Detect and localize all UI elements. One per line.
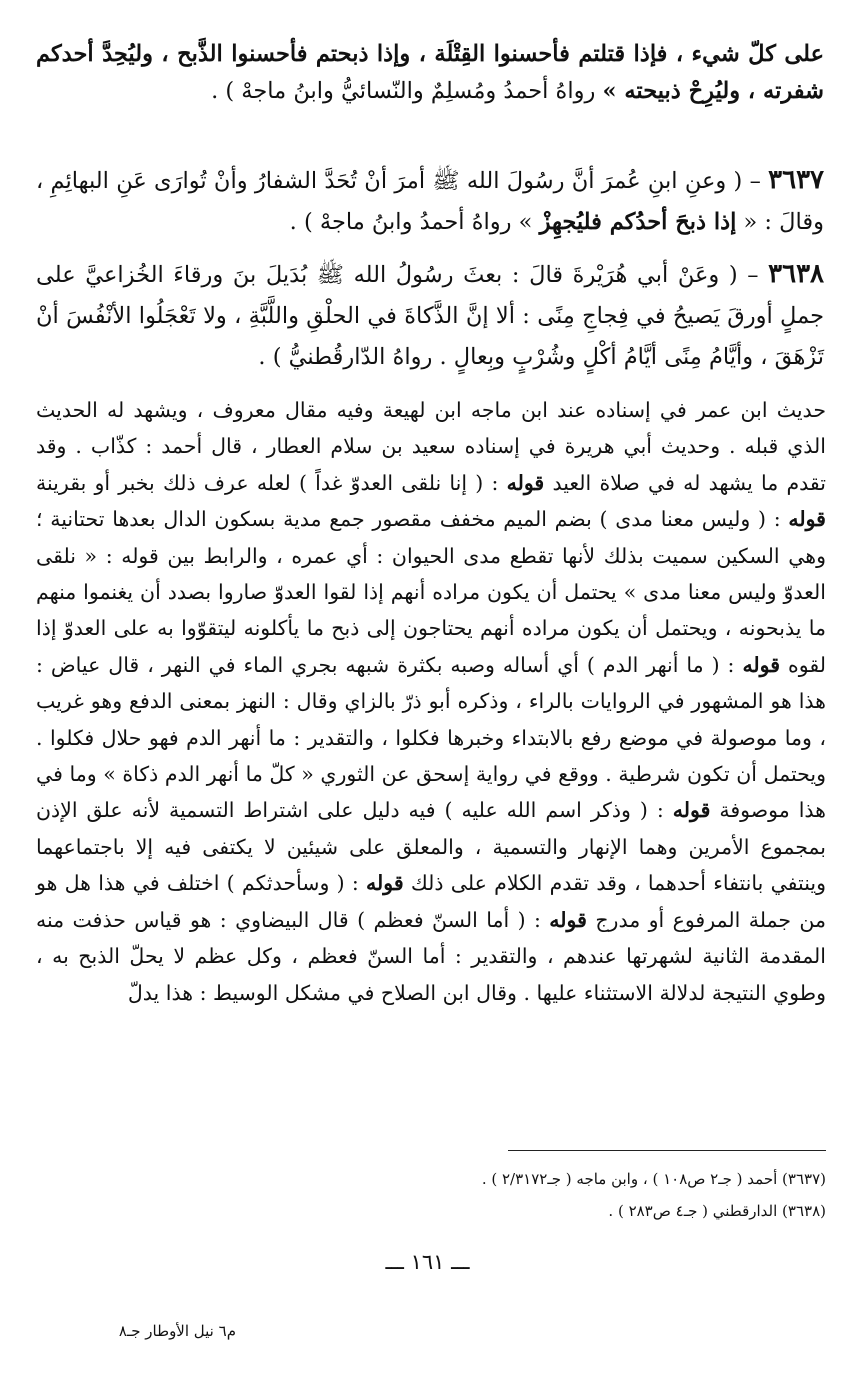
hadith-text: – ( وعنِ ابنِ عُمرَ أنَّ رسُولَ الله ﷺ أمرَ أنْ تُحَدَّ الشفارُ وأنْ تُوارَى عَنِ البهائِمِ ، وقالَ : «: [36, 168, 824, 235]
hadith-text-end: » رواهُ أحمدُ وابنُ ماجهْ ) .: [289, 209, 540, 235]
narration-source: رواهُ أحمدُ ومُسلِمٌ والنّسائيُّ وابنُ ماجهْ ) .: [211, 78, 603, 104]
hadith-text: – ( وعَنْ أبي هُرَيْرةَ قالَ : بعثَ رسُولُ الله ﷺ بُدَيلَ بنَ ورقاءَ الخُزاعيَّ على جملٍ أورقَ يَصيحُ في فِجاجِ مِنًى : ألا إنَّ الذَّكاةَ في الحلْقِ واللَّبَّةِ ، ولا تَعْجَلُوا الأنْفُسَ أنْ تَزْهَقَ ، وأيَّامُ مِنًى أيَّامُ أكْلٍ وشُرْبٍ وبِعالٍ . رواهُ الدّارقُطنيُّ ) .: [36, 262, 824, 370]
footnote-3637: (٣٦٣٧) أحمد ( جـ٢ ص١٠٨ ) ، وابن ماجه ( جـ٢/٣١٧٢ ) .: [481, 1170, 826, 1188]
printer-signature: م٦ نيل الأوطار جـ٨: [118, 1322, 236, 1340]
keyword-qawluh: قوله: [742, 652, 781, 677]
page-number: ـــ ١٦١ ـــ: [385, 1250, 470, 1274]
commentary-text: حديث ابن عمر في إسناده عند ابن ماجه ابن لهيعة وفيه مقال معروف ، ويشهد له الحديث الذي قبله . وحديث أبي هريرة في إسناده سعيد بن سلام العطار ، قال أحمد : كذّاب . وقد تقدم ما يشهد له في صلاة العيد: [36, 398, 826, 495]
commentary-text: : ( ما أنهر الدم ) أي أساله وصبه بكثرة شبهه بجري الماء في النهر ، قال عياض : هذا هو المشهور في الروايات بالراء ، وذكره أبو ذرّ بالزاي وقال : النهز بمعنى الدفع وهو غريب ، وما موصولة في موضع رفع بالابتداء وخبرها فكلوا ، والتقدير : ما أنهر الدم فهو حلال فكلوا . ويحتمل أن تكون شرطية . ووقع في رواية إسحق عن الثوري « كلّ ما أنهر الدم ذكاة » وما في هذا موصوفة: [36, 652, 826, 823]
footnote-3638: (٣٦٣٨) الدارقطني ( جـ٤ ص٢٨٣ ) .: [608, 1202, 826, 1220]
keyword-qawluh: قوله: [366, 871, 404, 896]
hadith-number: ٣٦٣٨: [768, 259, 824, 289]
hadith-3638: [36, 254, 824, 378]
footnote-divider: [508, 1150, 826, 1151]
commentary-text: : ( وليس معنا مدى ) بضم الميم مخفف مقصور جمع مدية بسكون الدال بعدها تحتانية ؛ وهي السكين سميت بذلك لأنها تقطع مدى الحيوان : أي عمره ، والرابط بين قوله : « نلقى العدوّ وليس معنا مدى » يحتمل أن يكون مراده أنهم إذا لقوا العدوّ صاروا بصدد أن يغنموا منهم ما يذبحونه ، ويحتمل أن يكون مراده أنهم يحتاجون إلى ذبح ما يأكلونه ليتقوّوا به على العدوّ إذا لقوه: [36, 507, 826, 677]
hadith-number: ٣٦٣٧: [768, 165, 824, 195]
hadith-bold-quote: إذا ذبحَ أحدُكم فليُجهِزْ: [539, 209, 737, 235]
hadith-bold-text: على كلّ شيء ، فإذا قتلتم فأحسنوا القِتْلَة ، وإذا ذبحتم فأحسنوا الذَّبح ، وليُحِدَّ أحدكم شفرته ، وليُرِحْ ذبيحته »: [36, 41, 824, 104]
footnotes: [36, 1163, 826, 1227]
commentary-text: : ( أما السنّ فعظم ) قال البيضاوي : هو قياس حذفت منه المقدمة الثانية لشهرتها عندهم ، والتقدير : أما السنّ فعظم ، وكل عظم لا يحلّ الذبح به ، وطوي النتيجة لدلالة الاستثناء عليها . وقال ابن الصلاح في مشكل الوسيط : هذا يدلّ: [36, 907, 826, 1005]
commentary-paragraph: [36, 392, 826, 1011]
top-paragraph: [36, 36, 824, 110]
hadith-3637: [36, 160, 824, 243]
keyword-qawluh: قوله: [506, 470, 545, 495]
keyword-qawluh: قوله: [788, 507, 826, 532]
commentary-text: : ( إنا نلقى العدوّ غداً ) لعله عرف ذلك بخبر أو بقرينة: [36, 470, 507, 495]
keyword-qawluh: قوله: [672, 798, 711, 823]
commentary-text: : ( وسأحدثكم ) اختلف في هذا هل هو من جملة المرفوع أو مدرج: [36, 871, 826, 932]
keyword-qawluh: قوله: [549, 907, 587, 932]
commentary-text: : ( وذكر اسم الله عليه ) فيه دليل على اشتراط التسمية لأنه علق الإذن بمجموع الأمرين وهما الإنهار والتسمية ، والمعلق على شيئين لا يكتفى فيه إلا باجتماعهما وينتفي بانتفاء أحدهما ، وقد تقدم الكلام على ذلك: [36, 798, 826, 896]
